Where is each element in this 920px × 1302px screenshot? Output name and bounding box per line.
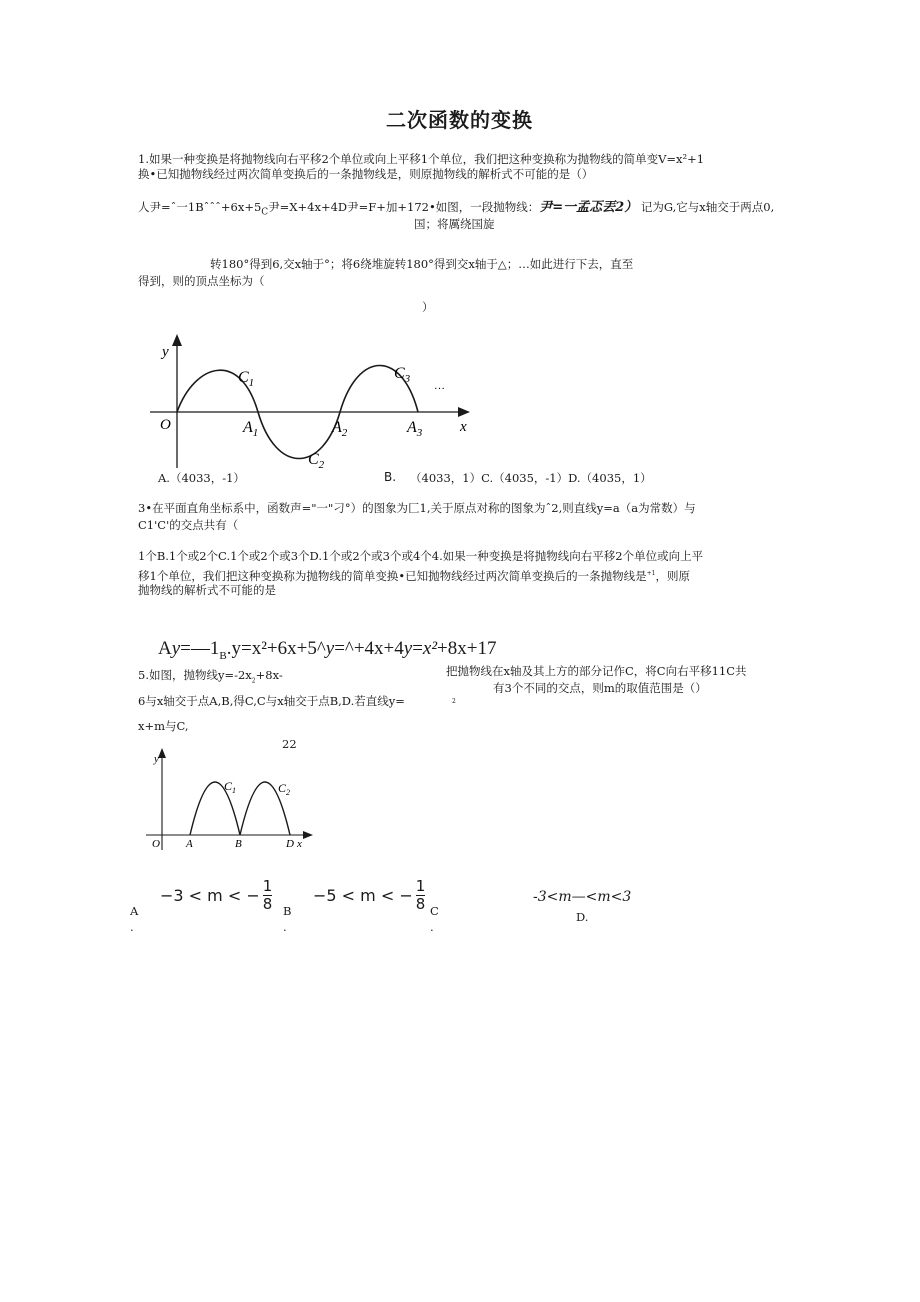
q5-option-b-label: B [283, 904, 292, 918]
origin-label: O [160, 417, 171, 433]
c1-label: $C_1$ [224, 779, 237, 795]
q2-text-end: 记为G,它与x轴交于两点0, [640, 200, 775, 214]
y-label: y [154, 753, 159, 765]
q5-option-c-expr: -3<m—<m<3 [533, 889, 632, 905]
q5-small-2: 2 [452, 698, 456, 705]
point-b-label: B [235, 838, 242, 850]
c2-label: $C_2$ [308, 451, 325, 471]
q4-line-2: 移1个单位，我们把这种变换称为抛物线的简单变换•已知抛物线经过两次简单变换后的一条抛物线是$^{+1}$，则原 [138, 568, 690, 583]
point-d-label: D [286, 838, 294, 850]
point-a-label: A [186, 838, 193, 850]
x-label: x [297, 838, 302, 850]
q4-options-equation: $Ay=—1_B.y=x^2+6x+5\^{}y=\^{}+4x+4y=x^2+8x+17$ [158, 638, 497, 662]
q5-option-b-dot: . [283, 920, 287, 934]
x-label: x [460, 419, 467, 435]
c1-label: $C_1$ [238, 369, 255, 389]
q1-line-2: 换•已知抛物线经过两次简单变换后的一条抛物线是，则原抛物线的解析式不可能的是（） [138, 167, 594, 181]
q5-left-line-2: 6与x轴交于点A,B,得C,C与x轴交于点B,D.若直线y= [138, 694, 405, 708]
q5-option-d-label: D. [576, 910, 589, 924]
two-arch-graph [140, 744, 320, 856]
q2-options-prev: 人尹=ˆ一1Bˆˆˆ+6x+5 [138, 200, 262, 214]
q2-options-rest: （4033，1）C.（4035，-1）D.（4035，1） [410, 471, 652, 485]
q2-line-3: 转180°得到6,交x轴于°；将6绕堆旋转180°得到交x轴于△；…如此进行下去，直至 [210, 257, 634, 271]
q5-right-line-1: 把抛物线在x轴及其上方的部分记作C，将C向右平移11C共 [446, 664, 747, 678]
page-title: 二次函数的变换 [386, 108, 533, 132]
q2-sub-c: C [261, 207, 269, 218]
q2-line-4: 得到，则的顶点坐标为（ [138, 274, 265, 288]
q5-option-a-dot: . [130, 920, 134, 934]
q2-close-paren: ） [422, 300, 434, 314]
q4-line-1: 1个B.1个或2个C.1个或2个或3个D.1个或2个或3个或4个4.如果一种变换是将抛物线向右平移2个单位或向上平 [138, 549, 704, 563]
ellipsis-label: … [434, 380, 445, 392]
q5-right-line-2: 有3个不同的交点，则m的取值范围是（） [493, 681, 707, 695]
q5-option-c-dot: . [430, 920, 434, 934]
q5-option-b-expr: −5 < m < − $\frac{1}{8}$ [313, 877, 426, 913]
origin-label: O [152, 838, 160, 850]
x-axis-arrow [303, 831, 313, 839]
q5-left-line-1: 5.如图，抛物线$y=-2x_2+8x-$ [138, 668, 283, 685]
q5-left-line-3: x+m与C, [138, 719, 189, 733]
y-label: y [162, 344, 169, 360]
q5-label-22: 22 [282, 737, 297, 751]
arches-c1-c2 [190, 782, 290, 835]
q2-text: 尹=X+4x+4D尹=F+加+172•如图，一段抛物线： [268, 200, 540, 214]
q2-parabola-formula: 尹=一孟忑丟2） [539, 200, 638, 215]
q2-option-b-label: B. [384, 470, 397, 484]
parabola-chain-graph [140, 328, 480, 478]
q3-line-1: 3•在平面直角坐标系中，函数声="一"刁°）的图象为匚1,关于原点对称的图象为ˆ2,则直线y=a（a为常数）与 [138, 501, 696, 515]
a2-label: $A_2$ [332, 419, 348, 439]
q3-line-2: C1'C'的交点共有（ [138, 518, 239, 532]
q2-option-a: A.（4033，-1） [158, 471, 245, 485]
c3-label: $C_3$ [394, 365, 411, 385]
q2-line-2: 国；将厲绕国旋 [414, 217, 495, 231]
a3-label: $A_3$ [407, 419, 423, 439]
q4-line-3: 抛物线的解析式不可能的是 [138, 583, 276, 597]
q5-option-c-label: C [430, 904, 439, 918]
y-axis-arrow [172, 334, 182, 346]
x-axis-arrow [458, 407, 470, 417]
c2-label: $C_2$ [278, 781, 291, 797]
q5-option-a-expr: −3 < m < − $\frac{1}{8}$ [160, 877, 273, 913]
q5-option-a-label: A [130, 904, 139, 918]
y-axis-arrow [158, 748, 166, 758]
q1-line-1: 1.如果一种变换是将抛物线向右平移2个单位或向上平移1个单位，我们把这种变换称为抛物线的简单变V=x²+1 [138, 152, 705, 166]
a1-label: $A_1$ [243, 419, 259, 439]
